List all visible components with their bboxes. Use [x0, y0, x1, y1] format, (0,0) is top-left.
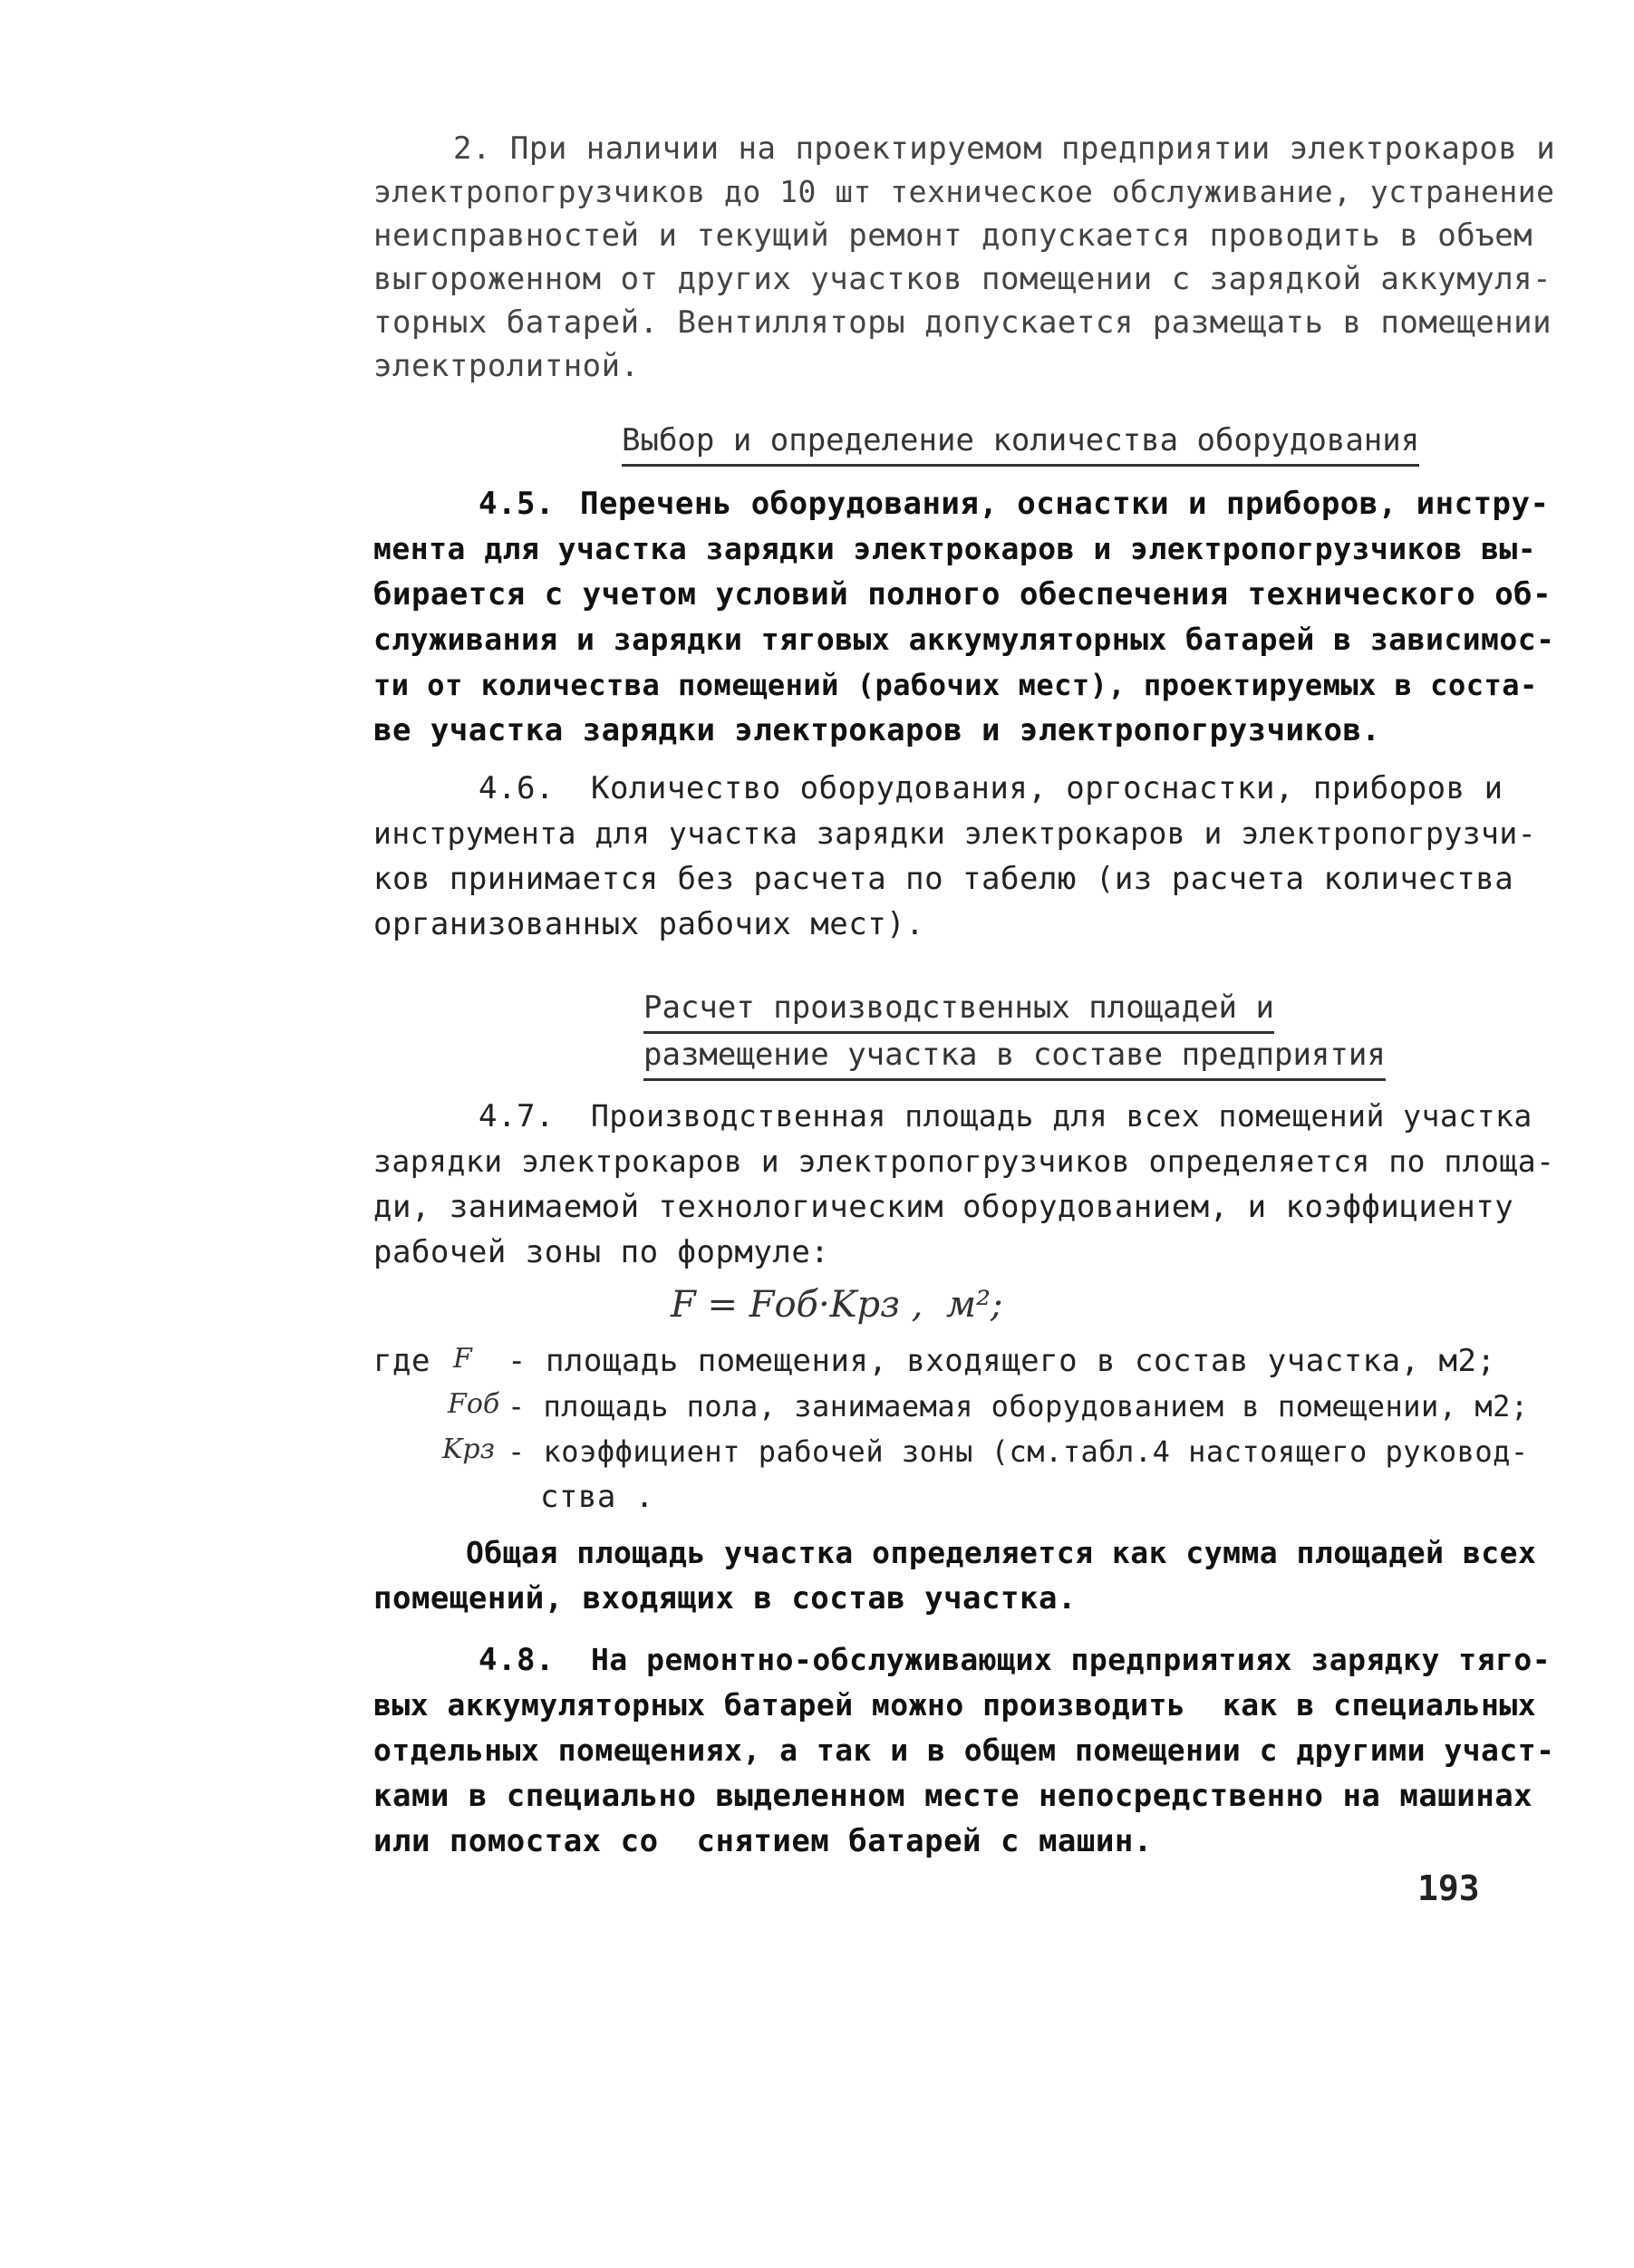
section-line: бирается с учетом условий полного обеспечения технического об-: [373, 576, 1552, 613]
definition-symbol: F: [453, 1343, 472, 1375]
section-line: Перечень оборудования, оснастки и приборов, инстру-: [580, 486, 1550, 522]
section-line: вых аккумуляторных батарей можно производить как в специальных: [373, 1687, 1537, 1723]
section-line: ве участка зарядки электрокаров и электропогрузчиков.: [373, 712, 1381, 748]
definition-text: - площадь помещения, входящего в состав участка, м2;: [508, 1343, 1496, 1379]
section-line: зарядки электрокаров и электропогрузчиков определяется по площа-: [373, 1144, 1555, 1179]
where-label: где: [373, 1343, 430, 1379]
page-number: 193: [1417, 1868, 1480, 1908]
section-number: 4.7.: [479, 1098, 555, 1134]
intro-line: неисправностей и текущий ремонт допускается проводить в объем: [373, 217, 1533, 254]
intro-line: выгороженном от других участков помещении с зарядкой аккумуля-: [373, 261, 1552, 297]
area-formula: F = Fоб·Kрз , м²;: [671, 1284, 1003, 1326]
section-line: рабочей зоны по формуле:: [373, 1234, 830, 1270]
definition-text: - коэффициент рабочей зоны (см.табл.4 настоящего руковод-: [508, 1434, 1529, 1469]
section-heading-area-line1: Расчет производственных площадей и: [643, 986, 1274, 1034]
section-number: 4.8.: [479, 1642, 555, 1678]
section-heading-equipment: Выбор и определение количества оборудования: [622, 419, 1419, 467]
intro-line: электропогрузчиков до 10 шт техническое обслуживание, устранение: [373, 174, 1555, 209]
section-line: организованных рабочих мест).: [373, 906, 925, 942]
section-line: ками в специально выделенном месте непосредственно на машинах: [373, 1778, 1533, 1814]
section-heading-area-line2: размещение участка в составе предприятия: [643, 1033, 1386, 1081]
section-line: Количество оборудования, оргоснастки, приборов и: [591, 770, 1503, 806]
section-line: На ремонтно-обслуживающих предприятиях зарядку тяго-: [591, 1642, 1552, 1677]
summary-line: помещений, входящих в состав участка.: [373, 1580, 1077, 1617]
section-line: инструмента для участка зарядки электрокаров и электропогрузчи-: [373, 816, 1537, 851]
definition-symbol: Fоб: [448, 1388, 500, 1420]
section-number: 4.5.: [479, 486, 555, 522]
section-line: мента для участка зарядки электрокаров и электропогрузчиков вы-: [373, 531, 1537, 566]
section-line: Производственная площадь для всех помещений участка: [591, 1098, 1532, 1134]
intro-line: 2. При наличии на проектируемом предприятии электрокаров и: [453, 130, 1556, 167]
section-line: или помостах со снятием батарей с машин.: [373, 1823, 1153, 1859]
section-line: ди, занимаемой технологическим оборудованием, и коэффициенту: [373, 1189, 1514, 1225]
section-line: служивания и зарядки тяговых аккумуляторных батарей в зависимос-: [373, 622, 1555, 657]
section-number: 4.6.: [479, 770, 555, 806]
section-line: отдельных помещениях, а так и в общем помещении с другими участ-: [373, 1732, 1555, 1768]
section-line: ти от количества помещений (рабочих мест), проектируемых в соста-: [373, 668, 1538, 702]
intro-line: торных батарей. Вентилляторы допускается размещать в помещении: [373, 304, 1552, 341]
summary-line: Общая площадь участка определяется как сумма площадей всех: [466, 1535, 1537, 1570]
definition-text: - площадь пола, занимаемая оборудованием в помещении, м2;: [508, 1389, 1529, 1424]
definition-continuation: ства .: [540, 1479, 654, 1515]
definition-symbol: Kрз: [442, 1433, 495, 1465]
intro-line: электролитной.: [373, 348, 640, 384]
section-line: ков принимается без расчета по табелю (из расчета количества: [373, 861, 1514, 897]
